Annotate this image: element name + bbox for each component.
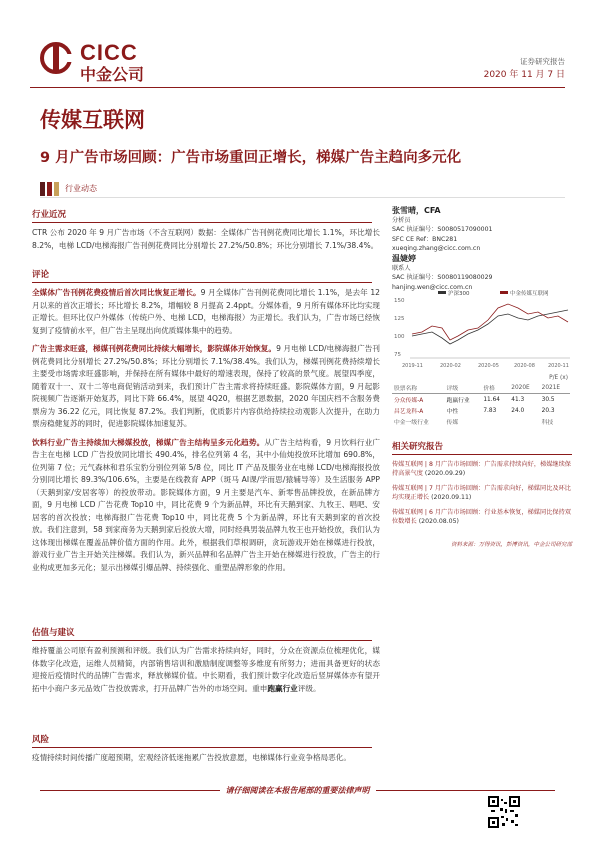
x-tick: 2020-11 — [548, 363, 569, 369]
section-heading: 估值与建议 — [32, 626, 372, 641]
price-cell: 11.64 — [483, 396, 500, 403]
x-tick: 2020-05 — [478, 363, 499, 369]
y-tick: 75 — [394, 352, 401, 358]
legal-notice-text: 请仔细阅读在本报告尾部的重要法律声明 — [220, 786, 376, 795]
section-review — [32, 268, 380, 574]
report-type: 证券研究报告 — [520, 57, 565, 66]
overview-text: CTR 公布 2020 年 9 月广告市场（不含互联网）数据：全媒体广告刊例花费同比增长 1.1%，环比增长 8.2%，电梯 LCD/电梯海报广告刊例花费同比分别增长 27.2%/50.8%；环比分别增长 7.1%/38.4%。 — [32, 228, 380, 250]
stock-name[interactable]: 昌艺龙科-A — [394, 409, 424, 415]
valuation-rating: 跑赢行业 — [267, 683, 298, 693]
stock-name[interactable]: 分众传媒-A — [394, 398, 424, 404]
category-tag — [40, 178, 97, 192]
section-risk — [32, 733, 380, 765]
related-link-text[interactable]: 传媒互联网 | 7 月广告市场回顾：广告需求向好，梯媒同比及环比均实现正增长 — [392, 485, 571, 501]
pe-label: P/E (x) — [549, 375, 568, 381]
col-header: 2021E — [541, 384, 561, 391]
rating-table-wrap — [392, 374, 570, 427]
y-tick: 150 — [394, 298, 405, 304]
analyst-name: 张雪晴，CFA — [392, 206, 441, 215]
category-tag-label: 行业动态 — [65, 184, 97, 193]
review-p3-lead: 饮料行业广告主持续加大梯媒投放，梯媒广告主结构呈多元化趋势。 — [32, 437, 265, 447]
review-p2-lead: 广告主需求旺盛，梯媒刊例花费同比持续大幅增长，影院媒体开始恢复。 — [32, 344, 277, 353]
x-tick: 2020-02 — [440, 363, 461, 369]
rating-table — [392, 374, 570, 427]
section-heading: 风险 — [32, 733, 372, 748]
col-header: 评级 — [446, 386, 459, 392]
pe-2020-cell: 24.0 — [511, 407, 525, 414]
valuation-tail: 评级。 — [297, 683, 321, 693]
review-p1-lead: 全媒体广告刊例花费疫情后首次同比恢复正增长。 — [32, 288, 201, 297]
related-research — [392, 440, 572, 548]
pe-2021-cell: 30.5 — [541, 396, 555, 403]
analyst-card-1 — [392, 206, 572, 254]
table-row — [392, 405, 570, 416]
legend-swatch-media — [500, 291, 508, 294]
price-cell: 7.83 — [483, 407, 497, 414]
section-valuation — [32, 626, 380, 695]
rating-cell: 跑赢行业 — [446, 398, 470, 404]
legend-media: 中金传媒互联网 — [510, 291, 549, 297]
cicc-logo-icon — [40, 42, 72, 74]
table-header-row — [392, 382, 570, 394]
source-note: 资料来源：万得资讯，彭博资讯，中金公司研究部 — [450, 542, 572, 548]
x-tick: 2020-08 — [514, 363, 535, 369]
analyst-email[interactable]: xueqing.zhang@cicc.com.cn — [392, 245, 481, 252]
rating-cell: 中性 — [446, 409, 459, 415]
related-link-date: (2020.09.11) — [431, 494, 472, 501]
table-row — [392, 394, 570, 406]
analyst-name: 温婕婷 — [392, 254, 416, 263]
related-link-text[interactable]: 传媒互联网 | 8 月广告市场回顾：广告需求持续向好，梯媒继续保持高景气度 — [392, 461, 571, 477]
brand-en: CICC — [80, 40, 138, 65]
report-date: 2020 年 11 月 7 日 — [483, 70, 565, 80]
analyst-role: 分析员 — [392, 216, 411, 224]
risk-text: 疫情持续时间传播广度超预期，宏观经济低迷拖累广告投放意愿，电梯媒体行业竞争格局恶化。 — [32, 753, 351, 762]
related-link-text[interactable]: 传媒互联网 | 6 月广告市场回顾：行业基本恢复，梯媒同比保持双位数增长 — [392, 509, 571, 525]
table-row — [392, 416, 570, 427]
index-performance-chart — [392, 290, 572, 370]
analyst-license: SAC 执证编号：S0080119080029 — [392, 274, 493, 281]
section-heading: 评论 — [32, 268, 372, 283]
pe-2021-cell: 20.3 — [541, 407, 555, 414]
review-paragraph-2 — [32, 343, 380, 431]
industry-sector: 科技 — [541, 420, 554, 426]
related-heading: 相关研究报告 — [392, 440, 572, 455]
qr-code-icon[interactable] — [488, 796, 520, 828]
brand-cn: 中金公司 — [80, 65, 145, 84]
section-heading: 行业近况 — [32, 208, 372, 223]
review-p1-body: 9 月全媒体广告刊例花费同比增长 1.1%，是去年 12 月以来的首次正增长；环比增长 8.2%，增幅较 8 月提高 2.4ppt。分媒体看，9 月所有媒体环比均实现正增长。但环比仅户外媒体（传统户外、电梯 LCD，电梯海报）为正增长。我们认为，广告市场已经恢复到了疫情前水平，但广告主呈现出向优质媒体集中的趋势。 — [32, 288, 380, 335]
industry-label: 中金一级行业 — [394, 420, 429, 426]
y-tick: 100 — [394, 334, 405, 340]
page-title: 传媒互联网 — [40, 108, 145, 132]
col-header: 2020E — [511, 384, 530, 391]
legal-notice — [0, 785, 595, 796]
col-header: 价格 — [483, 386, 495, 392]
review-p2-body: 9 月电梯 LCD/电梯海报广告刊例花费同比分别增长 27.2%/50.8%；环比分别增长 7.1%/38.4%。我们认为，梯媒刊例花费持续增长主要受市场需求旺盛影响，并保持在所有媒体中最好的增速表现，保持了较高的景气度。展望四季度，随着双十一、双十二等电商促销活动到来，我们预计广告主需求将持续旺盛。影院媒体方面，9 月起影院视频广告逐渐开始复苏，同比下降 66.4%，展望 4Q20，根据艺恩数据，2020 年国庆档不含服务费票房为 36.22 亿元，同比恢复 87.2%。我们判断，优质影片内容供给持续拉动观影人次提升，在助力票房稳健复苏的同时，促进影院媒体加速复苏。 — [32, 344, 380, 428]
analyst-role: 联系人 — [392, 264, 411, 272]
related-link[interactable] — [392, 508, 572, 526]
legend-swatch-hs300 — [438, 291, 446, 294]
analyst-email[interactable]: hanjing.wen@cicc.com.cn — [392, 283, 473, 291]
y-tick: 125 — [394, 316, 405, 322]
col-header: 股票名称 — [394, 386, 418, 392]
review-p3-body: 从广告主结构看，9 月饮料行业广告主在电梯 LCD 广告投放同比增长 490.4%，排名位列第 4 名，其中小仙炖投放环比增加 690.8%，位列第 7 位；元气森林和君乐宝豹分别位列第 5/8 位，同比 IT 产品及服务业在电梯 LCD/电梯海报投放分别同比增长 89.3%/106.6%，主要是在线教育 APP（斑马 AI课/学而思/猿辅导等）及生活服务 APP（天鹅到家/安居客等）的投放带动。影院媒体方面，9 月主要是汽车、新零售品牌投放，在新品牌方面，9 月电梯 LCD 广告花费 Top10 中，同比花费 9 个为新品牌，环比有天鹅到家、九牧王、唱吧、安居客的首次投放；电梯海报广告花费 Top10 中，同比花费 5 个为新品牌，环比有天鹅到家的首次投放。我们注意到，58 到家商务为天鹅到家后投放大增，同时经典男装品牌九牧王也开始投放，我们认为这体现出梯媒在覆盖品牌价值方面的作用。此外，根据我们草根调研，贪玩游戏开始在梯媒进行投放，游戏行业广告主开始关注梯媒。我们认为，新兴品牌和名品牌广告主开始在梯媒进行投放，广告主的行业构成更加多元化；显示出梯媒引爆品牌、持续强化、重塑品牌形象的作用。 — [32, 437, 380, 572]
valuation-text — [32, 645, 380, 695]
valuation-body: 维持覆盖公司原有盈利预测和评级。我们认为广告需求持续向好，同时，分众在资源点位梳理优化，媒体数字化改造，运维人员精简，内部销售培训和激励制度调整等多维度有所努力；进而具备更好的状态迎接后疫情时代的品牌广告需求，释放梯媒价值。中长期看，我们预计数字化改造后竖屏媒体亦有望开拓中小商户多元品效广告投放需求，打开品牌广告外的市场空间。重申 — [32, 646, 380, 693]
analyst-license: SAC 执证编号：S0080517090001 — [392, 226, 493, 233]
analyst-card-2 — [392, 254, 572, 292]
legend-hs300: 沪深300 — [448, 291, 470, 297]
review-paragraph-3 — [32, 437, 380, 575]
divider — [40, 197, 565, 198]
review-paragraph-1 — [32, 287, 380, 337]
related-link-date: (2020.09.29) — [424, 470, 466, 477]
header-rule — [30, 87, 565, 88]
analyst-ce: SFC CE Ref：BNC281 — [392, 235, 458, 243]
x-tick: 2019-11 — [402, 363, 423, 369]
related-link[interactable] — [392, 484, 572, 502]
related-link[interactable] — [392, 460, 572, 478]
page-subtitle: 9 月广告市场回顾：广告市场重回正增长，梯媒广告主趋向多元化 — [40, 150, 462, 166]
industry-value: 传媒 — [446, 420, 459, 426]
related-link-date: (2020.08.05) — [418, 518, 459, 525]
pe-2020-cell: 41.3 — [511, 396, 525, 403]
section-overview — [32, 208, 380, 252]
